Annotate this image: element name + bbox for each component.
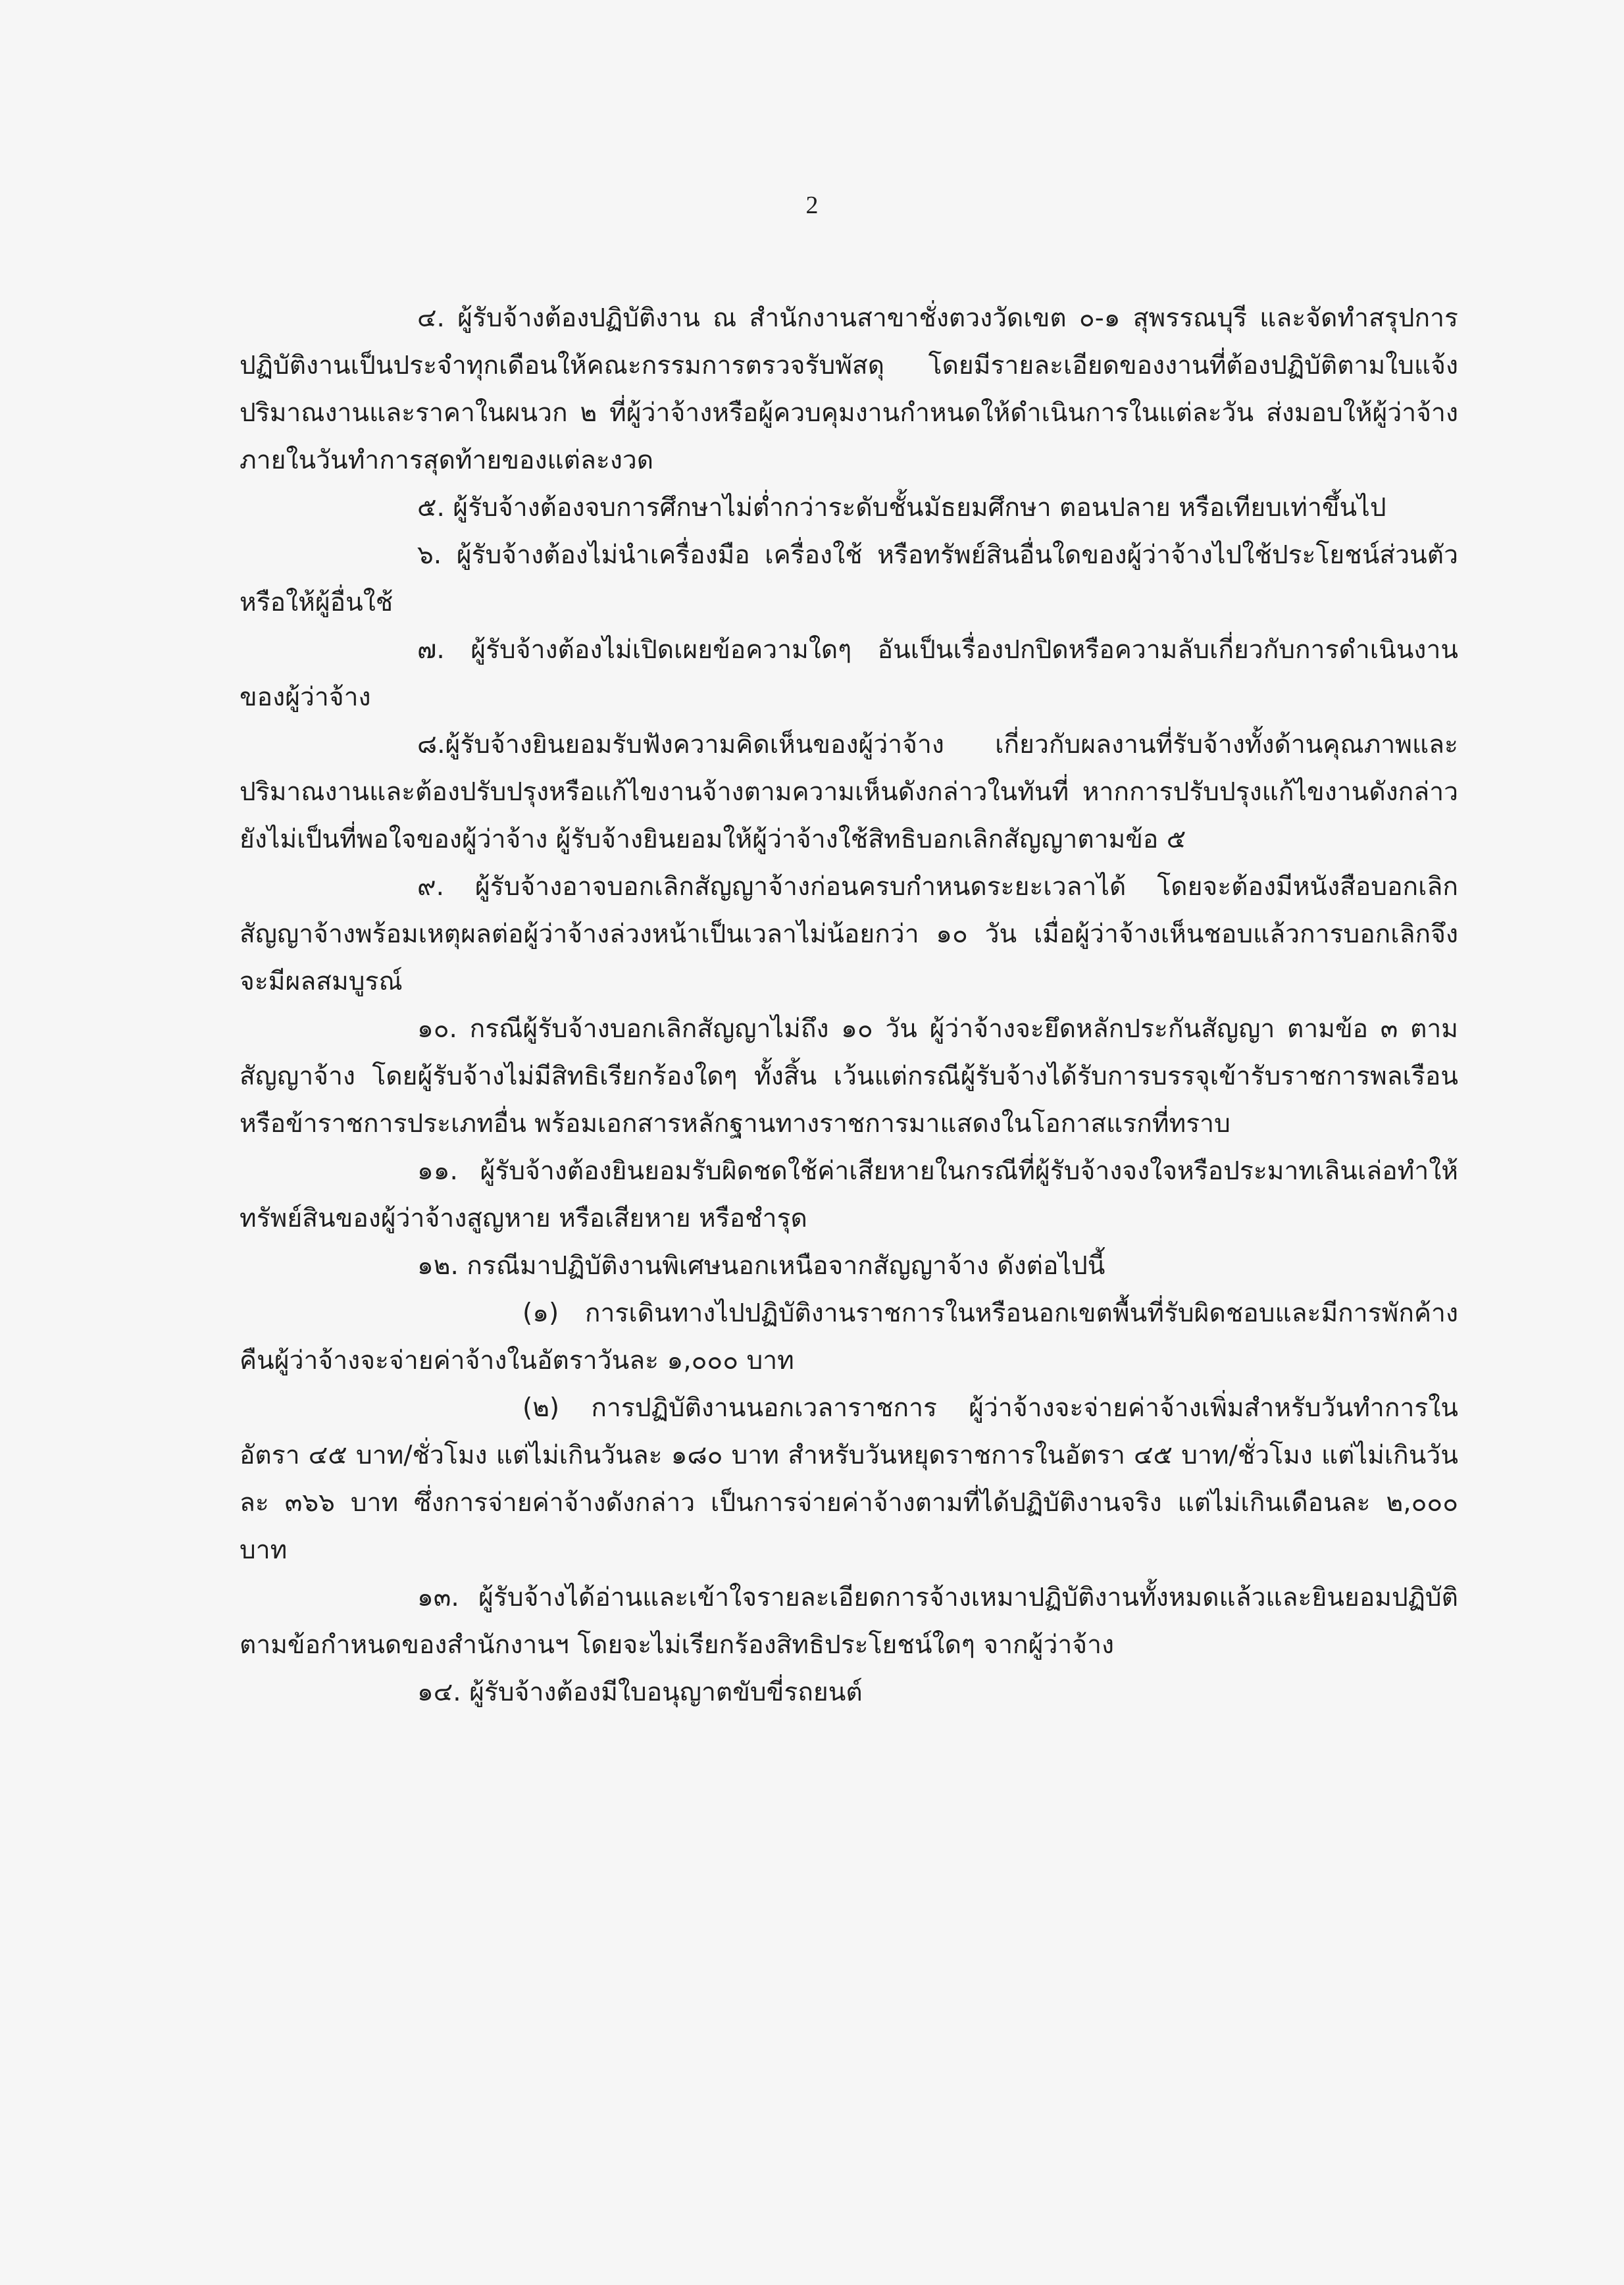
- document-body: [240, 295, 1458, 1716]
- clause-10: ๑๐. กรณีผู้รับจ้างบอกเลิกสัญญาไม่ถึง ๑๐ วัน ผู้ว่าจ้างจะยึดหลักประกันสัญญา ตามข้อ ๓ ตามสัญญาจ้าง โดยผู้รับจ้างไม่มีสิทธิเรียกร้องใดๆ ทั้งสิ้น เว้นแต่กรณีผู้รับจ้างได้รับการบรรจุเข้ารับราชการพลเรือน หรือข้าราชการประเภทอื่น พร้อมเอกสารหลักฐานทางราชการมาแสดงในโอกาสแรกที่ทราบ: [240, 1014, 1458, 1139]
- clause-4: ๔. ผู้รับจ้างต้องปฏิบัติงาน ณ สำนักงานสาขาชั่งตวงวัดเขต ๐-๑ สุพรรณบุรี และจัดทำสรุปการปฏิบัติงานเป็นประจำทุกเดือนให้คณะกรรมการตรวจรับพัสดุ โดยมีรายละเอียดของงานที่ต้องปฏิบัติตามใบแจ้งปริมาณงานและราคาในผนวก ๒ ที่ผู้ว่าจ้างหรือผู้ควบคุมงานกำหนดให้ดำเนินการในแต่ละวัน ส่งมอบให้ผู้ว่าจ้างภายในวันทำการสุดท้ายของแต่ละงวด: [240, 303, 1458, 475]
- clause-7: ๗. ผู้รับจ้างต้องไม่เปิดเผยข้อความใดๆ อันเป็นเรื่องปกปิดหรือความลับเกี่ยวกับการดำเนินงานของผู้ว่าจ้าง: [240, 635, 1458, 712]
- clause-12-sub-1: (๑) การเดินทางไปปฏิบัติงานราชการในหรือนอกเขตพื้นที่รับผิดชอบและมีการพักค้างคืนผู้ว่าจ้างจะจ่ายค่าจ้างในอัตราวันละ ๑,๐๐๐ บาท: [240, 1298, 1458, 1375]
- clause-14: ๑๔. ผู้รับจ้างต้องมีใบอนุญาตขับขี่รถยนต์: [417, 1678, 863, 1707]
- clause-12: ๑๒. กรณีมาปฏิบัติงานพิเศษนอกเหนือจากสัญญาจ้าง ดังต่อไปนี้: [417, 1251, 1105, 1281]
- clause-9: ๙. ผู้รับจ้างอาจบอกเลิกสัญญาจ้างก่อนครบกำหนดระยะเวลาได้ โดยจะต้องมีหนังสือบอกเลิกสัญญาจ้างพร้อมเหตุผลต่อผู้ว่าจ้างล่วงหน้าเป็นเวลาไม่น้อยกว่า ๑๐ วัน เมื่อผู้ว่าจ้างเห็นชอบแล้วการบอกเลิกจึงจะมีผลสมบูรณ์: [240, 872, 1458, 996]
- clause-5: ๕. ผู้รับจ้างต้องจบการศึกษาไม่ต่ำกว่าระดับชั้นมัธยมศึกษา ตอนปลาย หรือเทียบเท่าขึ้นไป: [417, 493, 1386, 523]
- clause-12-sub-2: (๒) การปฏิบัติงานนอกเวลาราชการ ผู้ว่าจ้างจะจ่ายค่าจ้างเพิ่มสำหรับวันทำการในอัตรา ๔๕ บาท/ชั่วโมง แต่ไม่เกินวันละ ๑๘๐ บาท สำหรับวันหยุดราชการในอัตรา ๔๕ บาท/ชั่วโมง แต่ไม่เกินวันละ ๓๖๖ บาท ซึ่งการจ่ายค่าจ้างดังกล่าว เป็นการจ่ายค่าจ้างตามที่ได้ปฏิบัติงานจริง แต่ไม่เกินเดือนละ ๒,๐๐๐ บาท: [240, 1393, 1458, 1565]
- clause-6: ๖. ผู้รับจ้างต้องไม่นำเครื่องมือ เครื่องใช้ หรือทรัพย์สินอื่นใดของผู้ว่าจ้างไปใช้ประโยชน์ส่วนตัวหรือให้ผู้อื่นใช้: [240, 540, 1458, 617]
- clause-11: ๑๑. ผู้รับจ้างต้องยินยอมรับผิดชดใช้ค่าเสียหายในกรณีที่ผู้รับจ้างจงใจหรือประมาทเลินเล่อทำให้ทรัพย์สินของผู้ว่าจ้างสูญหาย หรือเสียหาย หรือชำรุด: [240, 1156, 1458, 1233]
- clause-13: ๑๓. ผู้รับจ้างได้อ่านและเข้าใจรายละเอียดการจ้างเหมาปฏิบัติงานทั้งหมดแล้วและยินยอมปฏิบัติตามข้อกำหนดของสำนักงานฯ โดยจะไม่เรียกร้องสิทธิประโยชน์ใดๆ จากผู้ว่าจ้าง: [240, 1583, 1458, 1660]
- page-number: 2: [805, 192, 819, 219]
- clause-8: ๘.ผู้รับจ้างยินยอมรับฟังความคิดเห็นของผู้ว่าจ้าง เกี่ยวกับผลงานที่รับจ้างทั้งด้านคุณภาพและปริมาณงานและต้องปรับปรุงหรือแก้ไขงานจ้างตามความเห็นดังกล่าวในทันที่ หากการปรับปรุงแก้ไขงานดังกล่าวยังไม่เป็นที่พอใจของผู้ว่าจ้าง ผู้รับจ้างยินยอมให้ผู้ว่าจ้างใช้สิทธิบอกเลิกสัญญาตามข้อ ๕: [240, 730, 1458, 854]
